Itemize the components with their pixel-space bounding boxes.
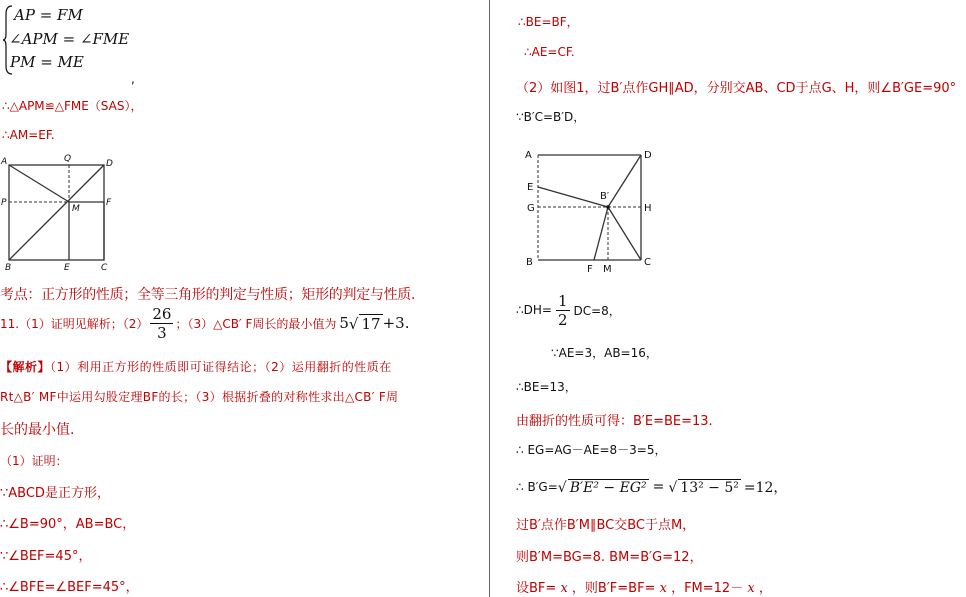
label-q: Q — [64, 154, 72, 164]
guo-line: 过B′点作B′M∥BC交BC于点M， — [516, 518, 696, 533]
bfe-line: ∴∠BFE=∠BEF=45°， — [0, 580, 139, 595]
she-x1: x — [560, 581, 568, 596]
label-b2: B — [526, 257, 533, 268]
q11-tail: +3. — [382, 314, 410, 332]
fold-figure — [520, 145, 660, 277]
label-a: A — [1, 157, 8, 167]
dh-frac-den: 2 — [557, 310, 568, 329]
label-e: E — [64, 263, 70, 273]
q11-coef: 5 — [339, 314, 349, 332]
bg-radicand1: B′E² − EG² — [569, 479, 647, 496]
bg-result: =12， — [743, 480, 788, 496]
label-a2: A — [525, 150, 532, 161]
label-h2: H — [644, 203, 652, 214]
bg-prefix: ∴ B′G= — [516, 480, 558, 494]
q11-answer: 11.（1）证明见解析；（2） $\frac{26}{3}$ ；（3）△CB′ F周长的最小值为 5 √ 17 +3. — [0, 304, 410, 342]
q11-frac-den: 3 — [157, 323, 167, 342]
equation-angle: ∠APM = ∠FME — [9, 30, 130, 48]
jiexi-line1 — [0, 358, 392, 375]
label-f: F — [106, 198, 112, 208]
she-line — [516, 577, 772, 596]
ae-cf-line: ∴AE=CF. — [524, 45, 575, 59]
label-d: D — [106, 159, 113, 169]
she-part-a: 设BF= — [516, 581, 557, 596]
dh-fraction — [556, 292, 570, 329]
bg-radicand2: 13² − 5² — [680, 479, 739, 496]
she-part-b: ，则B′F=BF= — [571, 581, 656, 596]
trailing-comma: , — [131, 72, 135, 86]
am-ef-line: ∴AM=EF. — [2, 128, 55, 142]
label-bprime: B′ — [600, 191, 610, 202]
q11-part1: 11.（1）证明见解析；（2） — [0, 316, 149, 331]
ae-ab-line: ∵AE=3，AB=16， — [551, 346, 658, 360]
bef-line: ∵∠BEF=45°， — [0, 549, 92, 564]
label-e2: E — [527, 182, 534, 193]
be-bf-line: ∴BE=BF， — [518, 15, 579, 29]
label-m2: M — [603, 264, 612, 275]
label-m: M — [72, 204, 80, 214]
jiexi-line2: Rt△B′ MF中运用勾股定理BF的长；（3）根据折叠的对称性求出△CB′ F周 — [0, 390, 399, 404]
q11-part2: ；（3）△CB′ F周长的最小值为 — [175, 316, 337, 331]
square-figure — [0, 152, 118, 274]
q2-line: （2）如图1，过B′点作GH∥AD，分别交AB、CD于点G、H，则∠B′GE=90° — [516, 81, 957, 96]
abcd-line: ∵ABCD是正方形， — [0, 486, 110, 501]
bc-bd-line: ∵B′C=B′D， — [516, 110, 586, 124]
proof-heading: （1）证明： — [0, 454, 68, 468]
column-divider — [489, 0, 490, 597]
label-g2: G — [527, 203, 535, 214]
label-b: B — [5, 263, 12, 273]
jiexi-text1: （1）利用正方形的性质即可证得结论；（2）运用翻折的性质在 — [50, 360, 392, 374]
bg-equals: = — [652, 479, 665, 495]
ze-line: 则B′M=BG=8. BM=B′G=12， — [516, 550, 703, 565]
fanzhe-line: 由翻折的性质可得：B′E=BE=13. — [516, 414, 713, 429]
label-f2: F — [587, 264, 593, 275]
dh-tail: DC=8， — [573, 303, 621, 318]
dh-frac-num: 1 — [557, 291, 568, 310]
jiexi-tag: 【解析】 — [0, 360, 51, 374]
label-c: C — [101, 263, 108, 273]
she-x2: x — [659, 581, 667, 596]
label-c2: C — [644, 257, 651, 268]
dh-prefix: ∴DH= — [516, 303, 552, 317]
equation-ap-fm: AP = FM — [14, 6, 83, 24]
label-p: P — [1, 198, 7, 208]
kaodian-line: 考点：正方形的性质；全等三角形的判定与性质；矩形的判定与性质. — [0, 287, 416, 303]
congruence-line: ∴△APM≌△FME（SAS）， — [2, 99, 143, 113]
q11-radicand: 17 — [361, 314, 381, 333]
she-x3: x — [747, 581, 755, 596]
she-part-c: ，FM=12－ — [671, 581, 744, 596]
eg-line: ∴ EG=AG－AE=8－3=5， — [516, 443, 667, 457]
q11-frac-num: 26 — [152, 304, 172, 323]
angle-b-line: ∴∠B=90°，AB=BC， — [0, 517, 136, 532]
equation-pm-me: PM = ME — [10, 53, 84, 71]
jiexi-line3: 长的最小值. — [0, 422, 75, 438]
q11-fraction — [150, 305, 173, 342]
label-d2: D — [644, 150, 652, 161]
dh-line — [516, 290, 621, 330]
be13-line: ∴BE=13， — [516, 380, 577, 394]
she-part-d: ， — [758, 581, 772, 596]
bg-line: ∴ B′G= √ B′E² − EG² = √ 13² − 5² =12， — [516, 479, 788, 496]
